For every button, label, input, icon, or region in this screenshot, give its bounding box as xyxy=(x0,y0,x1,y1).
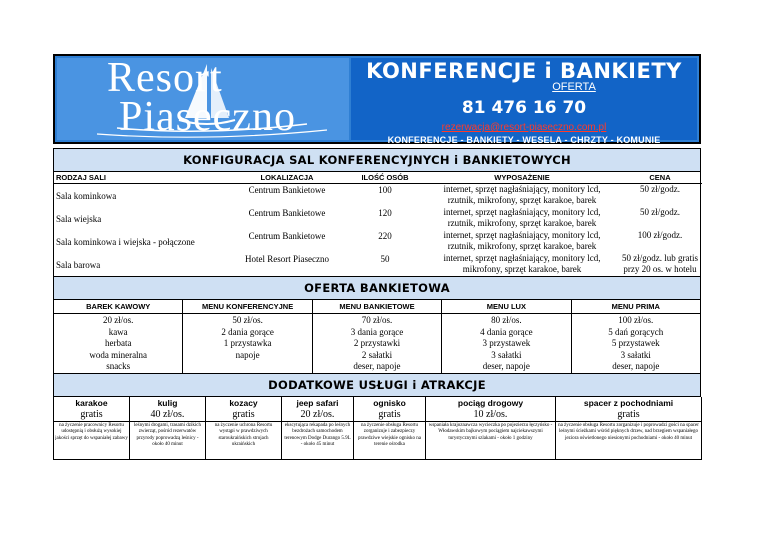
room-capacity: 50 xyxy=(380,254,390,264)
table-row xyxy=(54,421,702,459)
table-header-row xyxy=(54,300,701,314)
menu-line: 2 sałatki xyxy=(361,349,393,360)
extra-price: gratis xyxy=(556,409,702,422)
col-header: BAREK KAWOWY xyxy=(54,300,183,314)
col-header: MENU KONFERENCYJNE xyxy=(183,300,312,314)
col-header: MENU LUX xyxy=(442,300,571,314)
equipment-line: internet, sprzęt nagłaśniający, monitory lcd, xyxy=(443,184,601,194)
room-capacity: 100 xyxy=(378,185,392,195)
tagline: KONFERENCJE - BANKIETY - WESELA - CHRZTY - KOMUNIE xyxy=(387,135,661,145)
table-row xyxy=(54,230,702,253)
extras-table xyxy=(53,397,702,460)
extra-price: 40 zł/os. xyxy=(130,409,206,422)
equipment-line: rzutnik, mikrofony, sprzęt karakoe, barek xyxy=(447,218,597,228)
section-title-rooms: KONFIGURACJA SAL KONFERENCYJNYCH i BANKIETOWYCH xyxy=(53,148,701,172)
room-price xyxy=(618,230,702,253)
equipment-line: rzutnik, mikrofony, sprzęt karakoe, barek xyxy=(447,241,597,251)
logo-word-piaseczno: Piaseczno xyxy=(119,94,296,140)
menu-line: kawa xyxy=(108,326,128,337)
menu-line: deser, napoje xyxy=(612,361,660,371)
col-header: spacer z pochodniami xyxy=(583,397,674,408)
col-header: WYPOSAŻENIE xyxy=(426,172,618,184)
extra-price: 20 zł/os. xyxy=(282,409,354,422)
menu-line: 3 przystawek xyxy=(482,338,531,348)
col-header: CENA xyxy=(618,172,702,184)
room-name: Sala kominkowa i wiejska - połączone xyxy=(56,236,195,247)
menu-cell xyxy=(571,314,700,373)
room-equipment xyxy=(426,253,618,276)
page-title: KONFERENCJE i BANKIETY xyxy=(366,59,682,83)
menu-line: 4 dania gorące xyxy=(480,326,533,337)
email-link[interactable]: rezerwacja@resort-piaseczno.com.pl xyxy=(441,122,607,133)
menu-line: woda mineralna xyxy=(89,349,148,360)
col-header: kozacy xyxy=(206,397,282,409)
price-line: 50 zł/godz. lub gratis xyxy=(622,253,698,263)
menu-line: 5 przystawek xyxy=(611,338,660,348)
table-row xyxy=(54,207,702,230)
equipment-line: internet, sprzęt nagłaśniający, monitory lcd, xyxy=(443,230,601,240)
section-title-banquet: OFERTA BANKIETOWA xyxy=(53,276,701,300)
equipment-line: internet, sprzęt nagłaśniający, monitory lcd, xyxy=(443,253,601,263)
extra-price: 10 zł/os. xyxy=(426,409,556,422)
offer-sheet xyxy=(53,54,701,460)
menu-line: snacks xyxy=(106,361,131,371)
room-equipment xyxy=(426,207,618,230)
menu-line: deser, napoje xyxy=(482,361,530,371)
menu-cell xyxy=(183,314,312,373)
col-header: pociąg drogowy xyxy=(426,397,556,409)
extra-description: wspaniała krajoznawcza wycieczka po pojezierzu łęczyńsko - Włodawskim bajkowym pociągiem najciekawszymi turystycznymi szlakami - około 1 godziny xyxy=(426,421,556,459)
room-price xyxy=(618,207,702,230)
menu-cell xyxy=(312,314,441,373)
room-location: Centrum Bankietowe xyxy=(248,231,326,241)
extra-description: na życzenie pracownicy Resortu udostępnią i obsłużą wysokiej jakości sprzęt do wspaniałej zabawy xyxy=(54,421,130,459)
extra-price: gratis xyxy=(354,409,426,422)
menu-line: 20 zł/os. xyxy=(102,315,134,325)
extra-description: na życzenie obsługa Resortu zorganizuje i zabezpieczy prawdziwe wiejskie ognisko na terenie ośrodka xyxy=(354,421,426,459)
extra-description: na życzenie obsługa Resortu zorganizuje i poprowadzi gości na spacer leśnymi ścieżkami wśród pięknych drzew, nad brzegiem wspaniałego jeziora oświetlonego niesionymi pochodniami - około 40 minut xyxy=(558,422,699,441)
menu-line: napoje xyxy=(235,349,260,360)
menu-line: 100 zł/os. xyxy=(618,315,654,325)
resort-logo xyxy=(57,55,349,140)
table-row xyxy=(54,314,701,373)
equipment-line: internet, sprzęt nagłaśniający, monitory lcd, xyxy=(443,207,601,217)
section-title-extras: DODATKOWE USŁUGI i ATRAKCJE xyxy=(53,373,701,397)
table-header-row xyxy=(54,172,702,184)
extra-description: na życzenie uchrona Resortu wystąpi w prawdziwych staroukraińskich strojach ukraińskich xyxy=(206,421,282,459)
phone-number: 81 476 16 70 xyxy=(461,98,587,118)
rooms-table-wrap xyxy=(53,172,701,276)
room-location: Centrum Bankietowe xyxy=(248,208,326,218)
banquet-table xyxy=(53,300,701,373)
menu-line: 3 sałatki xyxy=(620,349,651,360)
col-header: karakoe xyxy=(54,397,130,409)
room-price xyxy=(618,253,702,276)
menu-line: 70 zł/os. xyxy=(361,315,393,325)
room-capacity: 220 xyxy=(378,231,392,241)
menu-line: 2 przystawki xyxy=(353,338,401,348)
logo-word-resort: Resort xyxy=(107,55,223,101)
col-header: jeep safari xyxy=(282,397,354,409)
room-name: Sala barowa xyxy=(56,259,101,270)
room-price xyxy=(618,184,702,208)
table-header-row xyxy=(54,397,702,409)
price-line: przy 20 os. w hotelu xyxy=(623,264,697,274)
room-capacity: 120 xyxy=(378,208,392,218)
room-equipment xyxy=(426,184,618,208)
col-header: LOKALIZACJA xyxy=(230,172,344,184)
menu-line: 80 zł/os. xyxy=(491,315,522,325)
menu-line: 50 zł/os. xyxy=(232,315,263,325)
table-row xyxy=(54,253,702,276)
extra-description: ekscytująca rekapada po leśnych bezdrożach samochodem terenowym Dodge Durango 5.9L - około 45 minut xyxy=(282,421,354,459)
menu-line: 3 dania gorące xyxy=(350,326,404,337)
menu-cell xyxy=(442,314,571,373)
room-name: Sala wiejska xyxy=(56,213,102,224)
menu-line: 1 przystawka xyxy=(223,338,272,348)
menu-cell xyxy=(54,314,183,373)
equipment-line: rzutnik, mikrofony, sprzęt karakoe, barek xyxy=(447,195,597,205)
menu-line: deser, napoje xyxy=(353,361,401,371)
menu-line: 3 sałatki xyxy=(491,349,522,360)
room-name: Sala kominkowa xyxy=(56,190,117,201)
price-line: 50 zł/godz. xyxy=(640,184,680,194)
header-banner xyxy=(53,54,701,144)
menu-line: herbata xyxy=(104,338,132,348)
menu-line: 5 dań gorących xyxy=(608,326,664,337)
extra-description: leśnymi drogami, trasami dzikich zwierząt, pośród rezerwatów przyrody poprowadzą leśnicy - około 40 minut xyxy=(130,421,206,459)
col-header: ognisko xyxy=(354,397,426,409)
room-equipment xyxy=(426,230,618,253)
room-location: Hotel Resort Piaseczno xyxy=(245,254,329,264)
price-line: 100 zł/godz. xyxy=(637,230,683,240)
col-header: MENU PRIMA xyxy=(571,300,700,314)
col-header: ILOŚĆ OSÓB xyxy=(344,172,426,184)
rooms-table xyxy=(54,172,702,276)
extra-price: gratis xyxy=(54,409,130,422)
extra-price: gratis xyxy=(206,409,282,422)
col-header: RODZAJ SALI xyxy=(54,172,230,184)
equipment-line: mikrofony, sprzęt karakoe, barek xyxy=(462,264,582,274)
table-row xyxy=(54,184,702,208)
header-info xyxy=(351,58,697,145)
col-header: kulig xyxy=(130,397,206,409)
menu-line: 2 dania gorące xyxy=(221,326,274,337)
price-line: 50 zł/godz. xyxy=(640,207,680,217)
table-row xyxy=(54,409,702,422)
page-subtitle: OFERTA xyxy=(552,81,596,93)
room-location: Centrum Bankietowe xyxy=(248,185,326,195)
col-header: MENU BANKIETOWE xyxy=(312,300,441,314)
